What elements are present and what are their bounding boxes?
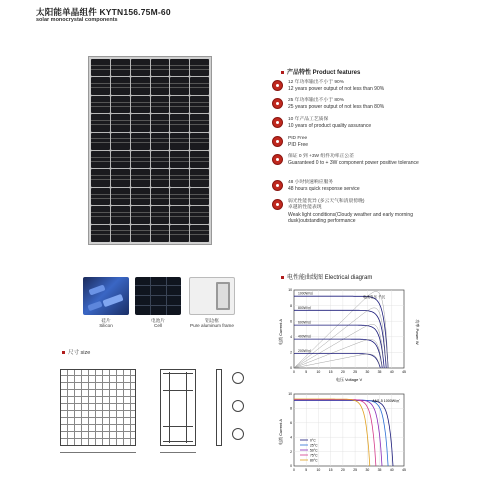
solar-cell — [131, 133, 150, 150]
y-tick-label: 6 — [290, 319, 292, 324]
bullet-icon — [62, 351, 65, 354]
solar-cell — [111, 77, 130, 94]
x-tick-label: 5 — [305, 468, 308, 472]
cell-image — [135, 277, 181, 315]
solar-cell — [151, 225, 170, 242]
feature-item: 12 年功率输出不小于 90% 12 years power output of not less than 90% — [272, 80, 442, 93]
solar-cell — [91, 169, 110, 186]
x-tick-label: 15 — [328, 468, 333, 472]
irradiance-label: 600W/㎡ — [298, 320, 312, 325]
solar-cell — [131, 77, 150, 94]
cell-grid — [91, 59, 209, 242]
legend-label: 80°C — [310, 458, 318, 463]
irradiance-label: 400W/㎡ — [298, 334, 312, 339]
x-tick-label: 30 — [365, 468, 370, 472]
iv-x-label: 电压 Voltage V — [335, 377, 363, 382]
solar-cell — [131, 188, 150, 205]
x-tick-label: 45 — [402, 370, 406, 374]
solar-cell — [111, 96, 130, 113]
solar-cell — [151, 169, 170, 186]
y-tick-label: 6 — [290, 421, 292, 425]
y-tick-label: 8 — [290, 406, 292, 411]
size-heading: 尺寸 size — [62, 348, 90, 356]
x-tick-label: 0 — [293, 370, 295, 374]
frame-image — [189, 277, 235, 315]
x-tick-label: 30 — [365, 370, 370, 374]
solar-cell — [170, 225, 189, 242]
temp-am-label: AM1.5 1000W/㎡ — [372, 399, 400, 403]
y-tick-label: 0 — [290, 464, 292, 469]
x-tick-label: 35 — [377, 468, 382, 472]
side-view-drawing — [216, 369, 222, 446]
service-badge-icon — [272, 180, 283, 191]
solar-cell — [91, 59, 110, 76]
silicon-image — [83, 277, 129, 315]
x-tick-label: 5 — [305, 370, 308, 374]
x-tick-label: 20 — [340, 370, 345, 374]
front-view-drawing — [60, 369, 136, 446]
features-heading: 产品特性 Product features — [281, 67, 360, 76]
iv-chart — [276, 284, 436, 384]
solar-cell — [91, 188, 110, 205]
bullet-icon — [281, 71, 284, 74]
solar-cell — [151, 133, 170, 150]
x-tick-label: 40 — [389, 370, 394, 374]
solar-cell — [131, 114, 150, 131]
feature-item: PID Free PID Free — [272, 136, 442, 149]
solar-cell — [190, 225, 209, 242]
quality-badge-icon — [272, 117, 283, 128]
solar-cell — [111, 169, 130, 186]
temp-chart — [276, 390, 436, 476]
legend-label: 25°C — [310, 443, 318, 448]
solar-cell — [151, 114, 170, 131]
solar-cell — [190, 169, 209, 186]
tolerance-badge-icon — [272, 154, 283, 165]
weak-light-badge-icon — [272, 199, 283, 210]
solar-cell — [111, 151, 130, 168]
solar-cell — [170, 133, 189, 150]
feature-item: 25 年功率输出不小于 80% 25 years power output of not less than 80% — [272, 98, 442, 111]
irradiance-label: 800W/㎡ — [298, 305, 312, 310]
solar-cell — [190, 206, 209, 223]
solar-cell — [131, 59, 150, 76]
solar-cell — [151, 151, 170, 168]
irradiance-label: 200W/㎡ — [298, 349, 312, 354]
x-tick-label: 10 — [316, 468, 321, 472]
solar-cell — [170, 96, 189, 113]
component-label-cell: 电池片 Cell — [151, 318, 165, 329]
solar-cell — [91, 225, 110, 242]
solar-cell — [111, 206, 130, 223]
solar-cell — [111, 114, 130, 131]
solar-cell — [131, 96, 150, 113]
x-tick-label: 10 — [316, 370, 321, 374]
solar-cell — [190, 96, 209, 113]
pid-badge-icon — [272, 136, 283, 147]
charts-heading: 电性能曲线图 Electrical diagram — [281, 272, 372, 281]
y-tick-label: 4 — [290, 335, 292, 339]
solar-cell — [91, 206, 110, 223]
feature-item: 48 小时快速响应服务 48 hours quick response service — [272, 180, 442, 193]
frame-profile-detail-icon — [232, 428, 244, 440]
solar-cell — [131, 169, 150, 186]
feature-item: 保证 0 到 +3W 组件功率正公差 Guaranteed 0 to + 3W component power positive tolerance — [272, 154, 442, 167]
solar-cell — [151, 96, 170, 113]
warranty-badge-icon — [272, 98, 283, 109]
solar-cell — [131, 151, 150, 168]
y-tick-label: 10 — [288, 392, 292, 397]
component-label-frame: 铝边框 Pure aluminum frame — [190, 318, 234, 329]
solar-cell — [131, 225, 150, 242]
component-label-silicon: 硅片 Silicon — [99, 318, 113, 329]
feature-item: 10 年产品工艺质保 10 years of product quality assurance — [272, 117, 442, 130]
solar-cell — [111, 133, 130, 150]
solar-cell — [111, 188, 130, 205]
iv-legend: 电流电压 千瓦 — [362, 295, 386, 299]
solar-cell — [170, 59, 189, 76]
solar-cell — [190, 133, 209, 150]
solar-cell — [170, 169, 189, 186]
x-tick-label: 15 — [328, 370, 333, 374]
legend-label: 75°C — [310, 453, 318, 458]
solar-cell — [190, 77, 209, 94]
solar-cell — [91, 96, 110, 113]
solar-cell — [91, 133, 110, 150]
y-tick-label: 0 — [290, 366, 292, 371]
solar-cell — [170, 77, 189, 94]
solar-cell — [111, 59, 130, 76]
iv-y-label: 电流 Current A — [278, 318, 283, 346]
iv-y2-label: 功率 Power W — [415, 319, 420, 345]
y-tick-label: 2 — [290, 350, 292, 355]
solar-cell — [151, 77, 170, 94]
y-tick-label: 4 — [290, 435, 292, 440]
bullet-icon — [281, 276, 284, 279]
irradiance-label: 1000W/㎡ — [298, 291, 314, 296]
x-tick-label: 40 — [389, 468, 394, 472]
solar-cell — [170, 188, 189, 205]
solar-cell — [151, 59, 170, 76]
x-tick-label: 25 — [353, 468, 358, 472]
solar-cell — [170, 114, 189, 131]
solar-cell — [190, 59, 209, 76]
back-view-drawing — [160, 369, 196, 446]
x-tick-label: 45 — [402, 468, 406, 472]
solar-cell — [91, 77, 110, 94]
legend-label: 50°C — [310, 448, 318, 453]
x-tick-label: 25 — [353, 370, 358, 374]
solar-cell — [151, 206, 170, 223]
x-tick-label: 35 — [377, 370, 382, 374]
solar-cell — [190, 114, 209, 131]
y-tick-label: 2 — [290, 449, 292, 454]
solar-cell — [91, 151, 110, 168]
product-title: 太阳能单晶组件 KYTN156.75M-60 — [36, 7, 171, 17]
solar-panel-image — [88, 56, 212, 245]
solar-cell — [91, 114, 110, 131]
solar-cell — [151, 188, 170, 205]
y-tick-label: 10 — [288, 288, 292, 293]
solar-cell — [111, 225, 130, 242]
solar-cell — [131, 206, 150, 223]
warranty-badge-icon — [272, 80, 283, 91]
x-tick-label: 20 — [340, 468, 345, 472]
solar-cell — [170, 151, 189, 168]
solar-cell — [190, 151, 209, 168]
legend-label: 0°C — [310, 438, 316, 443]
mounting-hole-detail-icon — [232, 400, 244, 412]
x-tick-label: 0 — [293, 468, 295, 472]
feature-item: 弱光性能优异 (多云天气和清晨傍晚) 卓越的性能表现 Weak light conditions(Cloudy weather and early morning dusk)outstanding performance — [272, 199, 442, 224]
junction-detail-icon — [232, 372, 244, 384]
temp-y-label: 电流 Current A — [278, 418, 283, 446]
solar-cell — [170, 206, 189, 223]
product-subtitle: solar monocrystal components — [36, 17, 118, 23]
y-tick-label: 8 — [290, 303, 292, 308]
solar-cell — [190, 188, 209, 205]
